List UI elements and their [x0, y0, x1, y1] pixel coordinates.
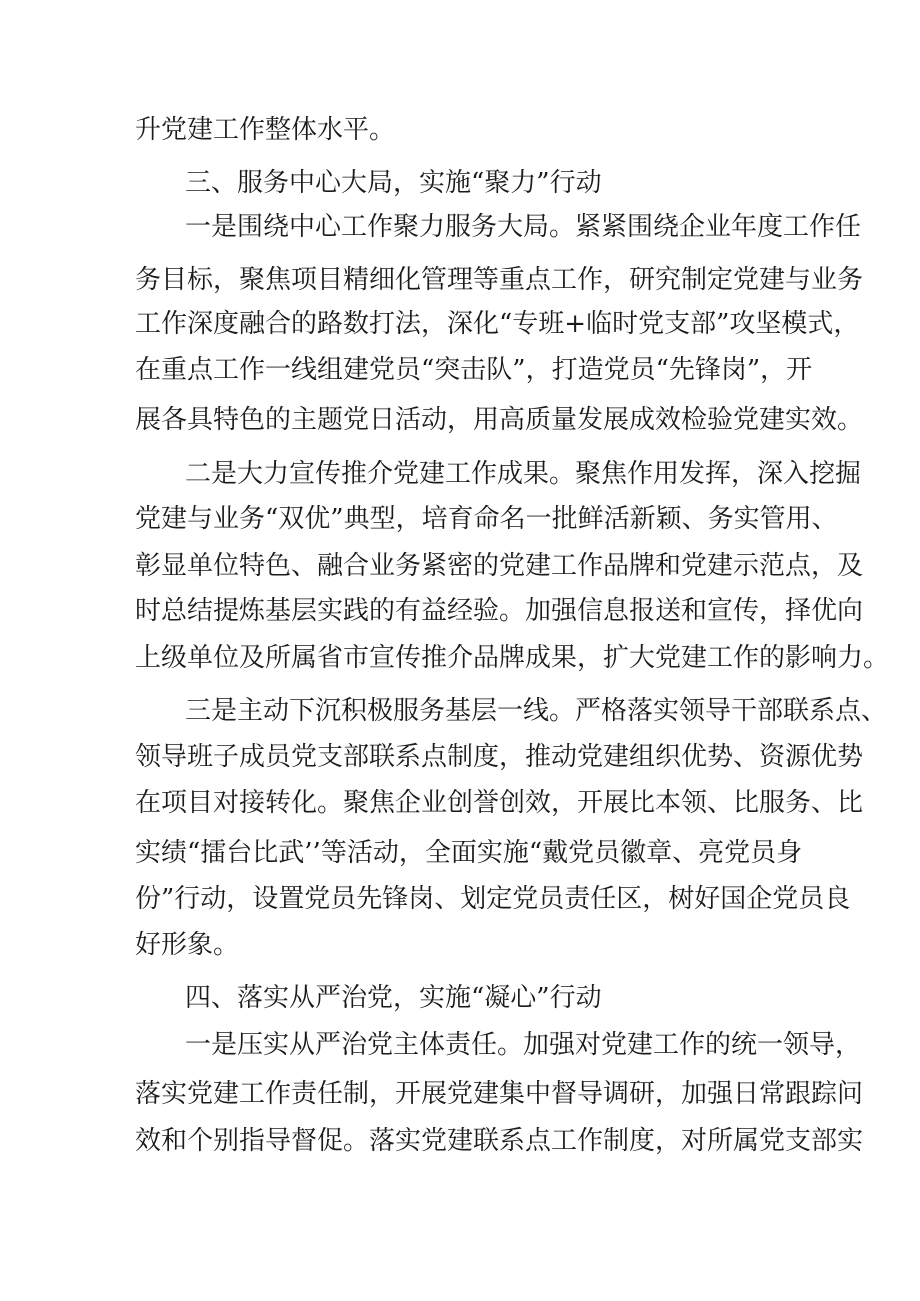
text-line: 份”行动，设置党员先锋岗、划定党员责任区，树好国企党员良 [135, 884, 851, 914]
text-line: 二是大力宣传推介党建工作成果。聚焦作用发挥，深入挖掘 [185, 459, 862, 489]
section-heading-4: 四、落实从严治党，实施“凝心”行动 [185, 983, 602, 1013]
text-line: 一是围绕中心工作聚力服务大局。紧紧围绕企业年度工作任 [185, 212, 862, 242]
section-heading-3: 三、服务中心大局，实施“聚力”行动 [185, 168, 602, 198]
text-line: 时总结提炼基层实践的有益经验。加强信息报送和宣传，择优向 [135, 596, 864, 626]
text-line: 升党建工作整体水平。 [135, 115, 396, 145]
text-line: 务目标，聚焦项目精细化管理等重点工作，研究制定党建与业务 [135, 265, 864, 295]
text-line: 三是主动下沉积极服务基层一线。严格落实领导干部联系点、 [185, 696, 888, 726]
text-line: 工作深度融合的路数打法，深化“专班+临时党支部”攻坚模式， [135, 309, 860, 339]
text-line: 好形象。 [135, 930, 240, 960]
text-line: 彰显单位特色、融合业务紧密的党建工作品牌和党建示范点，及 [135, 551, 864, 581]
text-line: 上级单位及所属省市宣传推介品牌成果，扩大党建工作的影响力。 [135, 643, 890, 673]
text-line: 实绩“擂台比武’’等活动，全面实施“戴党员徽章、亮党员身 [135, 838, 803, 868]
text-line: 一是压实从严治党主体责任。加强对党建工作的统一领导， [185, 1030, 862, 1060]
text-line: 党建与业务“双优”典型，培育命名一批鲜活新颖、务实管用、 [135, 504, 838, 534]
text-line: 领导班子成员党支部联系点制度，推动党建组织优势、资源优势 [135, 742, 864, 772]
text-line: 落实党建工作责任制，开展党建集中督导调研，加强日常跟踪问 [135, 1079, 864, 1109]
text-line: 在项目对接转化。聚焦企业创誉创效，开展比本领、比服务、比 [135, 788, 864, 818]
text-line: 展各具特色的主题党日活动，用高质量发展成效检验党建实效。 [135, 405, 864, 435]
text-line: 在重点工作一线组建党员“突击队”，打造党员“先锋岗”，开 [135, 355, 813, 385]
text-line: 效和个别指导督促。落实党建联系点工作制度，对所属党支部实 [135, 1126, 864, 1156]
